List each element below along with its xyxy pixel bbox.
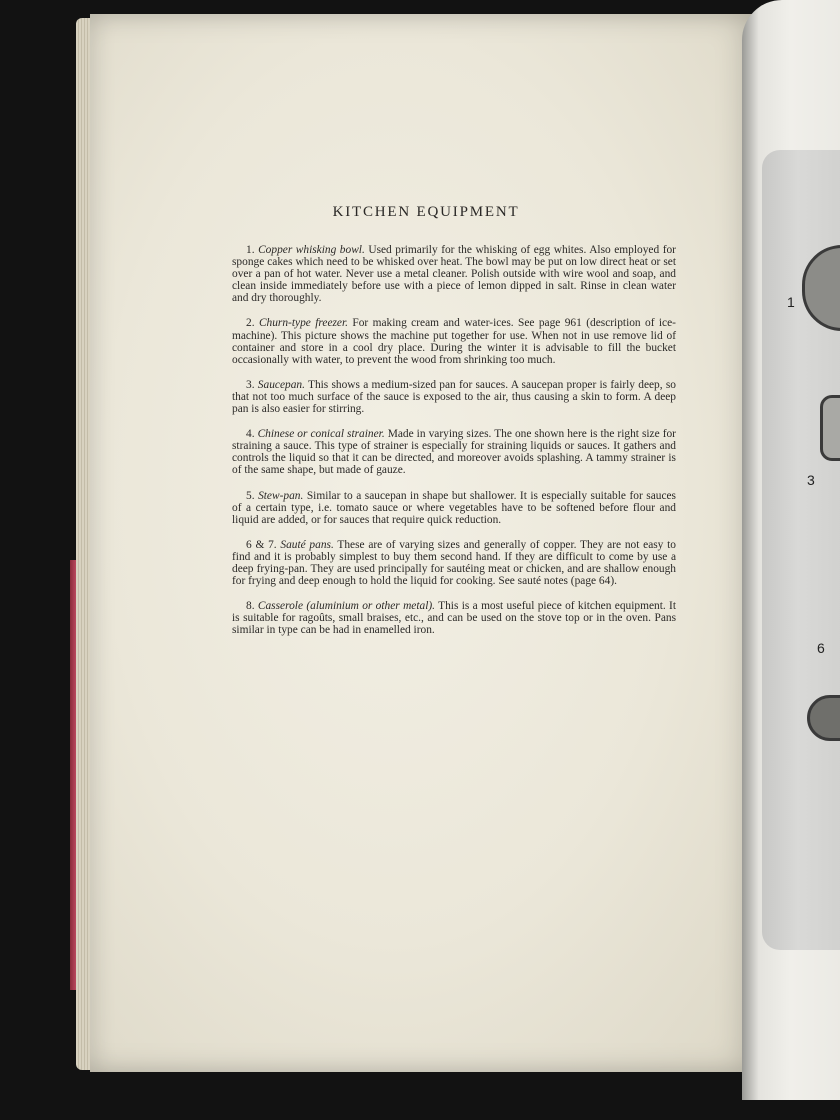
entry-number: 1. <box>246 244 255 256</box>
entry-text: Used primarily for the whisking of egg whites. Also employed for sponge cakes which need to be whisked over heat. The bowl may be put on low direct heat or set over a pan of hot water. Never use a metal cleaner. Polish outside with wire wool and soap, and clean inside immediately before use with a piece of lemon dipped in salt. Rinse in clean water and dry thoroughly. <box>232 244 676 305</box>
copper-bowl-image <box>802 245 840 331</box>
page-title: KITCHEN EQUIPMENT <box>332 204 520 220</box>
entry-number: 2. <box>246 317 255 330</box>
saucepan-image <box>820 395 840 461</box>
entry-stew-pan <box>232 490 676 526</box>
entry-number: 3. <box>246 378 255 391</box>
entry-copper-whisking-bowl <box>232 244 676 304</box>
book-page <box>90 14 762 1072</box>
entry-number: 6 & 7. <box>246 538 277 551</box>
figure-label-6: 6 <box>817 640 825 656</box>
entry-term: Chinese or conical strainer. <box>257 428 385 441</box>
entry-term: Casserole (aluminium or other metal). <box>257 600 436 613</box>
entry-text: This is a most useful piece of kitchen equipment. It is suitable for ragoûts, small braises, etc., and can be used on the stove top or in the oven. Pans similar in type can be had in enamelled iron. <box>232 600 676 637</box>
entry-text: Made in varying sizes. The one shown here is the right size for straining a sauce. This type of strainer is especially for straining liquids or sauces. It gathers and controls the liquid so that it can be directed, and moreover avoids splashing. A tammy strainer is of the same shape, but made of gauze. <box>232 428 676 477</box>
entry-term: Copper whisking bowl. <box>258 244 365 256</box>
saute-pan-image <box>807 695 840 741</box>
entry-churn-type-freezer <box>232 317 676 365</box>
entry-text: For making cream and water-ices. See page 961 (description of ice-machine). This picture shows the machine put together for use. When not in use remove lid of container and store in a cool dry place. During the winter it is advisable to fill the bucket occasionally with water, to prevent the wood from shrinking too much. <box>232 317 676 366</box>
entry-text: Similar to a saucepan in shape but shallower. It is especially suitable for sauces of a certain type, i.e. tomato sauce or where vegetables have to be softened before flour and liquid are added, or for sauces that require quick reduction. <box>232 489 676 526</box>
entry-term: Sauté pans. <box>280 538 334 551</box>
entry-text: These are of varying sizes and generally of copper. They are not easy to find and it is probably simplest to buy them second hand. If they are difficult to come by use a deep frying-pan. They are used principally for sautéing meat or chicken, and are shallow enough for frying and deep enough to hold the liquid for cooking. See sauté notes (page 64). <box>232 538 676 588</box>
entry-saucepan <box>232 379 676 415</box>
entry-conical-strainer <box>232 428 676 476</box>
entry-text: This shows a medium-sized pan for sauces. A saucepan proper is fairly deep, so that not too much surface of the sauce is exposed to the air, thus causing a skin to form. A deep pan is also easier for stirring. <box>232 378 676 416</box>
equipment-photo <box>762 150 840 950</box>
entry-number: 4. <box>246 428 255 441</box>
entry-term: Churn-type freezer. <box>258 317 348 330</box>
entry-casserole <box>232 600 676 636</box>
entry-number: 5. <box>246 489 255 502</box>
entry-saute-pans <box>232 539 676 587</box>
entry-number: 8. <box>246 600 255 613</box>
figure-label-1: 1 <box>787 294 795 310</box>
entry-term: Saucepan. <box>257 378 305 391</box>
entry-term: Stew-pan. <box>258 489 304 502</box>
figure-label-3: 3 <box>807 472 815 488</box>
entries-list <box>232 244 676 649</box>
